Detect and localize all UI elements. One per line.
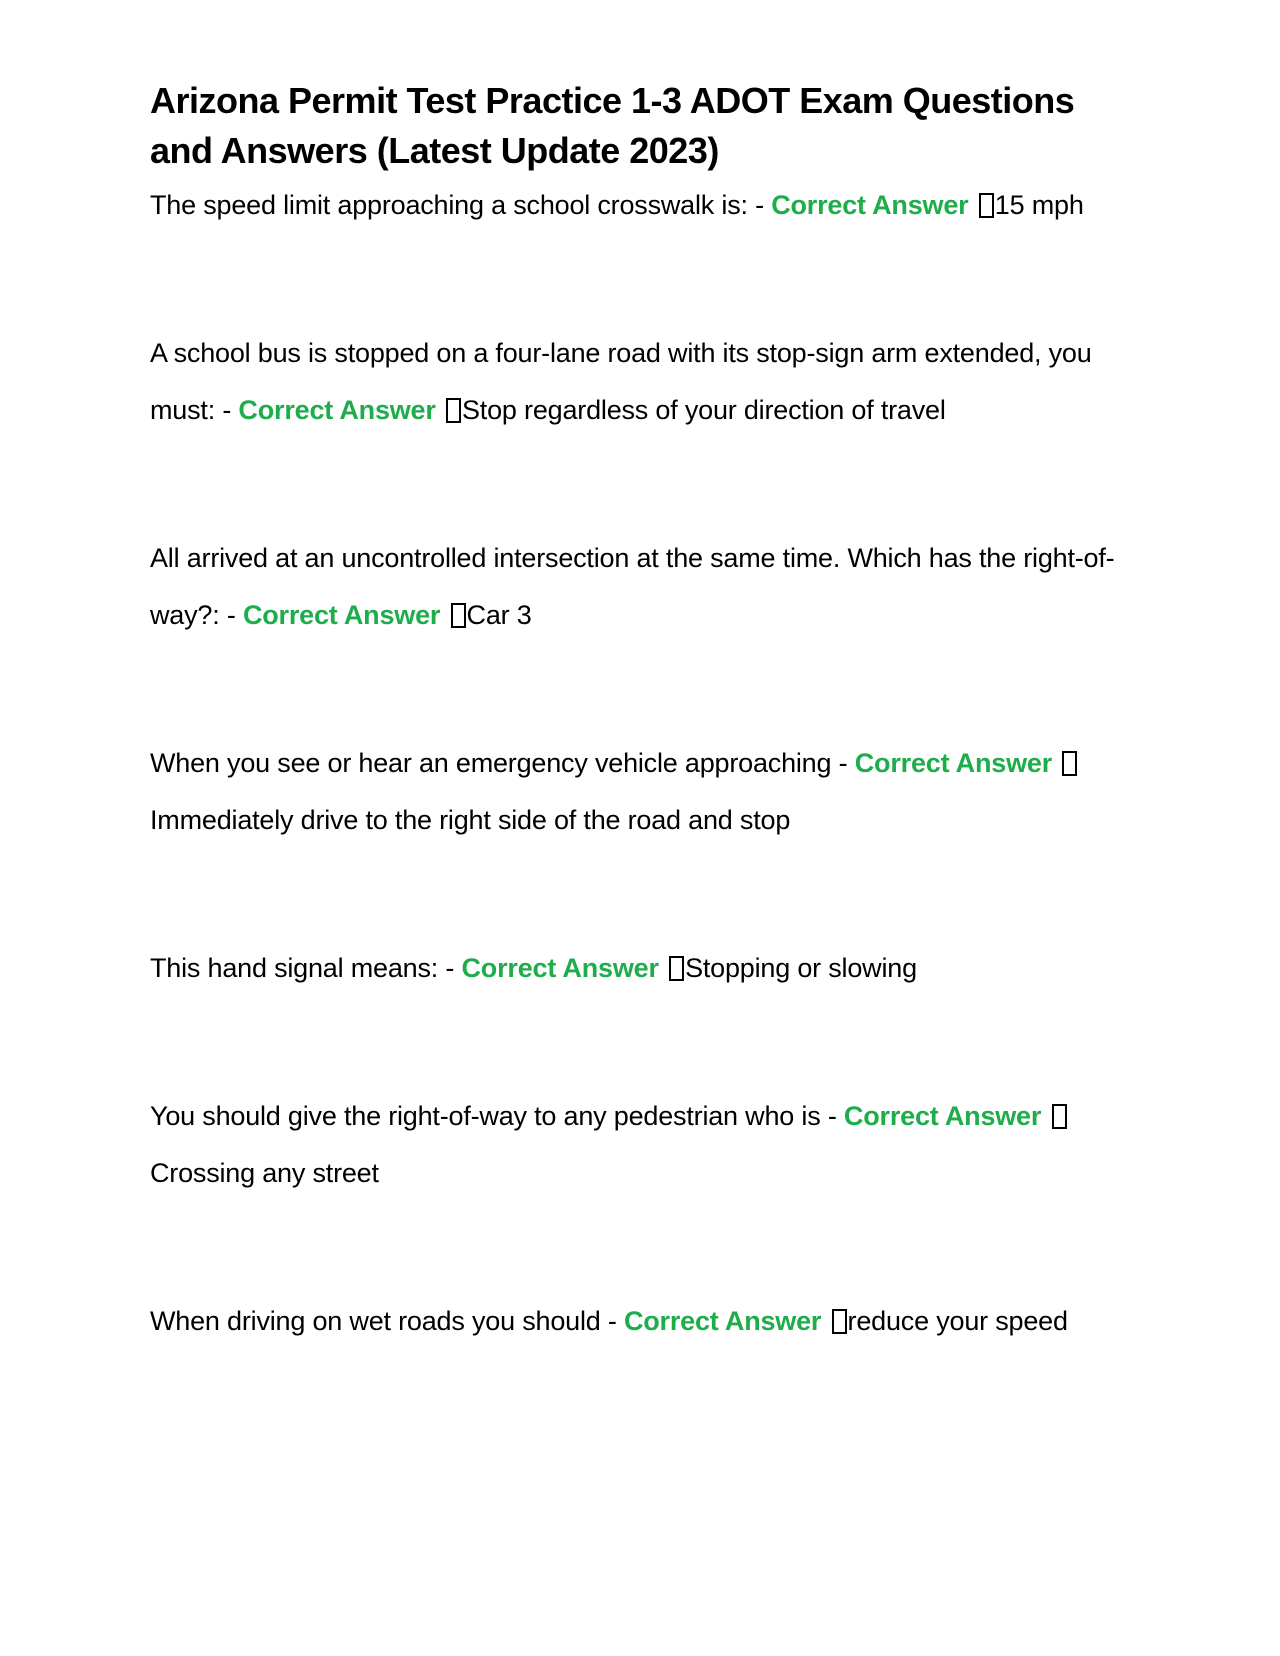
qa-item [150, 735, 1140, 849]
qa-item [150, 1293, 1140, 1350]
document-title: Arizona Permit Test Practice 1-3 ADOT Exam Questions and Answers (Latest Update 2023) [150, 80, 1075, 171]
qa-item [150, 940, 1140, 997]
answer-text: Stop regardless of your direction of travel [462, 395, 946, 425]
question-text: You should give the right-of-way to any pedestrian who is [150, 1101, 821, 1131]
question-text: The speed limit approaching a school crosswalk is: [150, 190, 748, 220]
correct-answer-label: Correct Answer [843, 1101, 1042, 1131]
correct-answer-label: Correct Answer [623, 1306, 822, 1336]
correct-answer-label: Correct Answer [771, 190, 969, 220]
missing-glyph-icon [832, 1309, 847, 1334]
correct-answer-label: Correct Answer [238, 395, 436, 425]
qa-list [150, 177, 1140, 1350]
question-text: All arrived at an uncontrolled intersection at the same time. Which has the right-of-way?: [150, 543, 1115, 630]
answer-text: Crossing any street [150, 1158, 379, 1188]
qa-item [150, 530, 1140, 644]
question-text: This hand signal means: [150, 953, 439, 983]
missing-glyph-icon [451, 603, 466, 628]
answer-text: Stopping or slowing [685, 953, 917, 983]
answer-text: 15 mph [994, 190, 1084, 220]
correct-answer-label: Correct Answer [854, 748, 1052, 778]
question-text: When driving on wet roads you should [150, 1306, 601, 1336]
separator: - [820, 1101, 844, 1131]
missing-glyph-icon [669, 956, 684, 981]
missing-glyph-icon [446, 398, 461, 423]
document-page [150, 76, 1140, 1441]
missing-glyph-icon [1062, 751, 1077, 776]
answer-text: reduce your speed [847, 1306, 1068, 1336]
qa-item [150, 177, 1140, 234]
separator: - [438, 953, 462, 983]
missing-glyph-icon [979, 193, 994, 218]
missing-glyph-icon [1052, 1104, 1067, 1129]
separator: - [747, 190, 772, 220]
separator: - [831, 748, 855, 778]
question-text: When you see or hear an emergency vehicle approaching [150, 748, 832, 778]
separator: - [600, 1306, 624, 1336]
correct-answer-label: Correct Answer [242, 600, 441, 630]
answer-text: Car 3 [466, 600, 532, 630]
separator: - [215, 395, 239, 425]
qa-item [150, 325, 1140, 439]
question-text: A school bus is stopped on a four-lane road with its stop-sign arm extended, you must: [150, 338, 1092, 425]
qa-item [150, 1088, 1140, 1202]
correct-answer-label: Correct Answer [461, 953, 659, 983]
separator: - [219, 600, 243, 630]
answer-text: Immediately drive to the right side of the road and stop [150, 805, 791, 835]
